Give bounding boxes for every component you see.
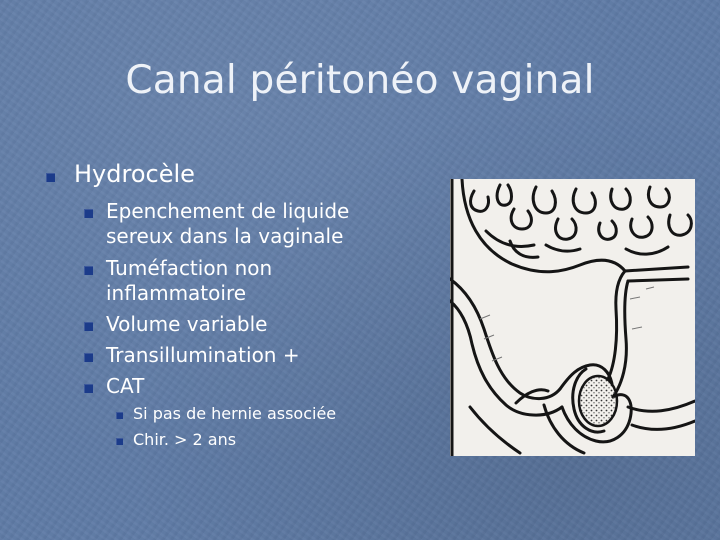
bullet-square-icon (84, 384, 93, 393)
bullet-square-icon (84, 266, 93, 275)
sub-bullet-line: Epenchement de liquide (106, 199, 350, 223)
bullet-square-icon (84, 209, 93, 218)
bullet-square-icon (46, 173, 55, 182)
sub-bullet-line: sereux dans la vaginale (106, 224, 344, 248)
sub-bullet-line: CAT (106, 374, 145, 398)
bullet-square-icon (116, 412, 123, 419)
main-bullet-text: Hydrocèle (74, 160, 195, 188)
sub-bullet-line: inflammatoire (106, 281, 247, 305)
bullet-square-icon (116, 438, 123, 445)
sub-bullet-line: Volume variable (106, 312, 268, 336)
cat-item: Chir. > 2 ans (133, 430, 237, 449)
hydrocele-anatomy-drawing (450, 179, 695, 456)
slide-title: Canal péritonéo vaginal (125, 58, 595, 103)
cat-item: Si pas de hernie associée (133, 404, 337, 423)
bullet-square-icon (84, 322, 93, 331)
sub-bullet-line: Tuméfaction non (106, 256, 273, 280)
bullet-square-icon (84, 353, 93, 362)
sub-bullet-line: Transillumination + (106, 343, 300, 367)
